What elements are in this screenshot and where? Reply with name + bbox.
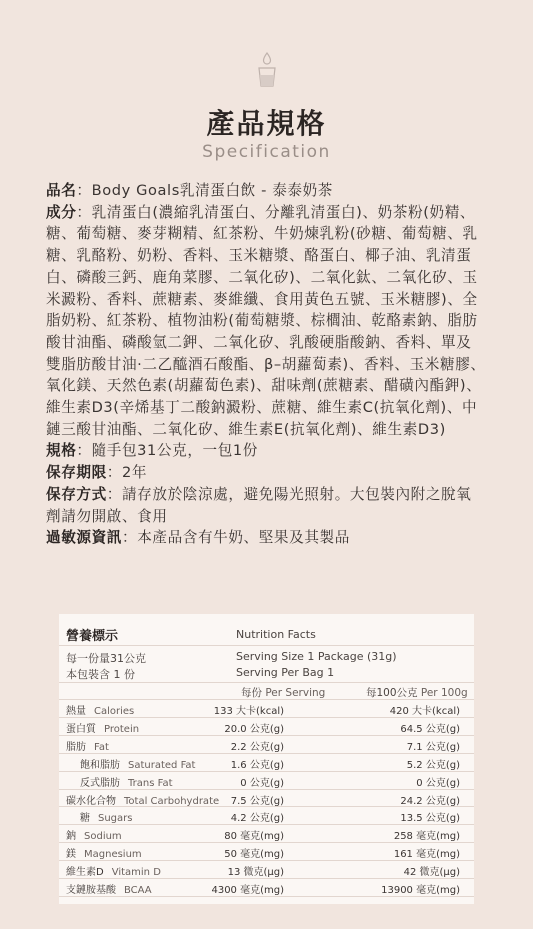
nutrient-name [66,738,109,753]
per-100g-value: 24.2 公克(g) [400,795,460,807]
table-row [59,824,474,842]
spec-ingredients-row [46,202,486,441]
spec-sep: ： [76,182,92,199]
nutrient-name-zh: 鎂 [66,849,76,861]
spec-sep: ： [76,203,92,221]
spec-storage-row [46,484,486,527]
nutrient-name-en: Vitamin D [111,867,161,879]
nutrient-name-zh: 鈉 [66,831,76,843]
serving-size-en: Serving Size 1 Package (31g) [236,650,397,663]
table-row [59,806,474,824]
nutrition-title-en: Nutrition Facts [236,628,316,641]
per-serving-value: 1.6 公克(g) [230,759,284,771]
per-serving-value: 50 毫克(mg) [224,849,284,861]
table-row [59,789,474,807]
nutrient-name-en: Calories [94,706,135,717]
col-per-100g-en: Per 100g [420,687,468,699]
col-per-100g [366,685,468,700]
spec-allergen-value: 本產品含有牛奶、堅果及其製品 [137,529,350,547]
table-row [59,753,474,771]
nutrient-name [66,881,152,896]
nutrient-name-en: BCAA [124,885,152,896]
nutrition-title: 營養標示 [66,629,119,644]
per-100g-value: 42 微克(μg) [403,867,460,879]
col-per-serving [241,685,325,700]
table-row [59,735,474,753]
nutrient-name [66,720,139,735]
per-serving-value: 80 毫克(mg) [224,831,284,843]
spec-sep: ： [106,485,122,503]
col-per-serving-zh: 每份 [241,687,262,699]
per-serving-value: 133 大卡(kcal) [213,706,284,717]
per-100g-value: 420 大卡(kcal) [389,706,460,717]
page-subtitle: Specification [202,142,331,162]
col-per-100g-zh: 每100公克 [366,687,418,699]
spec-size-value: 隨手包31公克，一包1份 [91,442,258,460]
per-100g-value: 13.5 公克(g) [400,813,460,825]
spec-sep: ： [121,529,138,547]
spec-storage-label: 保存方式 [46,485,107,503]
spec-name-label: 品名 [46,182,77,199]
nutrient-name [66,845,142,860]
spec-shelf-row [46,462,486,484]
divider [59,682,474,683]
nutrient-name-en: Trans Fat [128,777,173,789]
nutrient-name-zh: 碳水化合物 [66,795,116,807]
spec-storage-value: 請存放於陰涼處，避免陽光照射。大包裝內附之脫氧劑請勿開啟、食用 [46,485,472,525]
spec-allergen-row [46,527,486,549]
table-row [59,878,474,896]
nutrient-name-en: Protein [104,723,140,735]
per-100g-value: 161 毫克(mg) [393,849,460,861]
spec-shelf-value: 2年 [121,464,148,482]
nutrient-name-en: Saturated Fat [128,759,196,771]
spec-allergen-label: 過敏源資訊 [46,529,122,547]
nutrient-name-zh: 反式脂肪 [80,777,120,789]
nutrient-name [66,827,122,842]
per-serving-value: 4300 毫克(mg) [211,885,284,896]
nutrient-name [66,792,219,807]
nutrient-name-en: Total Carbohydrate [124,795,220,807]
table-row [59,717,474,735]
table-row [59,860,474,878]
per-100g-value: 0 公克(g) [416,777,460,789]
spec-size-row [46,440,486,462]
per-serving-value: 7.5 公克(g) [230,795,284,807]
nutrient-name [80,774,173,789]
divider [59,896,474,897]
milk-glass-icon [0,52,533,92]
nutrient-name-zh: 熱量 [66,706,86,717]
nutrient-name [66,863,161,878]
spec-block [46,180,486,549]
servings-per-pack-en: Serving Per Bag 1 [236,666,335,679]
per-serving-value: 2.2 公克(g) [230,741,284,753]
nutrient-name-en: Magnesium [84,849,142,861]
spec-ingredients-label: 成分 [46,203,77,221]
spec-sep: ： [76,442,92,460]
per-100g-value: 7.1 公克(g) [406,741,460,753]
per-100g-value: 258 毫克(mg) [393,831,460,843]
spec-name-row [46,180,486,202]
table-row [59,842,474,860]
per-100g-value: 64.5 公克(g) [400,723,460,735]
nutrient-name [80,756,195,771]
per-serving-value: 4.2 公克(g) [230,813,284,825]
nutrient-name-zh: 飽和脂肪 [80,759,120,771]
per-serving-value: 20.0 公克(g) [224,723,284,735]
spec-name-value: Body Goals乳清蛋白飲 - 泰泰奶茶 [91,182,333,199]
spec-size-label: 規格 [46,442,77,460]
nutrient-name-zh: 糖 [80,813,90,825]
per-serving-value: 13 微克(μg) [227,867,284,879]
nutrient-name-zh: 蛋白質 [66,723,96,735]
nutrient-name-en: Sodium [84,831,122,843]
serving-size: 每一份量31公克 [66,652,146,665]
divider [59,645,474,646]
nutrient-name [80,809,132,824]
nutrient-name-en: Sugars [98,813,133,825]
spec-shelf-label: 保存期限 [46,464,107,482]
spec-sep: ： [106,464,122,482]
per-100g-value: 5.2 公克(g) [406,759,460,771]
table-row [59,699,474,717]
nutrient-name [66,702,134,717]
per-serving-value: 0 公克(g) [240,777,284,789]
nutrient-name-zh: 脂肪 [66,741,86,753]
servings-per-pack: 本包裝含 1 份 [66,668,135,681]
nutrient-name-zh: 維生素D [66,867,104,879]
nutrient-name-zh: 支鏈胺基酸 [66,885,116,896]
table-row [59,771,474,789]
page-title: 產品規格 [206,107,327,140]
nutrient-name-en: Fat [94,741,109,753]
per-100g-value: 13900 毫克(mg) [381,885,460,896]
col-per-serving-en: Per Serving [265,687,326,699]
spec-ingredients-value: 乳清蛋白(濃縮乳清蛋白、分離乳清蛋白)、奶茶粉(奶精、糖、葡萄糖、麥芽糊精、紅茶粉、牛奶煉乳粉(砂糖、葡萄糖、乳糖、乳酪粉、奶粉、香料、玉米糖漿、酪蛋白、椰子油、乳清蛋白、磷酸三鈣、鹿角菜膠、二氧化矽)、二氧化鈦、二氧化矽、玉米澱粉、香料、蔗糖素、麥維纖、食用黃色五號、玉米糖膠)、全脂奶粉、紅茶粉、植物油粉(葡萄糖漿、棕櫚油、乾酪素鈉、脂肪酸甘油酯、磷酸氫二鉀、二氧化矽、乳酸硬脂酸鈉、香料、單及雙脂肪酸甘油·二乙醯酒石酸酯、β–胡蘿蔔素)、香料、玉米糖膠、氧化鎂、天然色素(胡蘿蔔色素)、甜味劑(蔗糖素、醋磺內酯鉀)、維生素D3(辛烯基丁二酸鈉澱粉、蔗糖、維生素C(抗氧化劑)、中鏈三酸甘油酯、二氧化矽、維生素E(抗氧化劑)、維生素D3) [46,203,486,438]
